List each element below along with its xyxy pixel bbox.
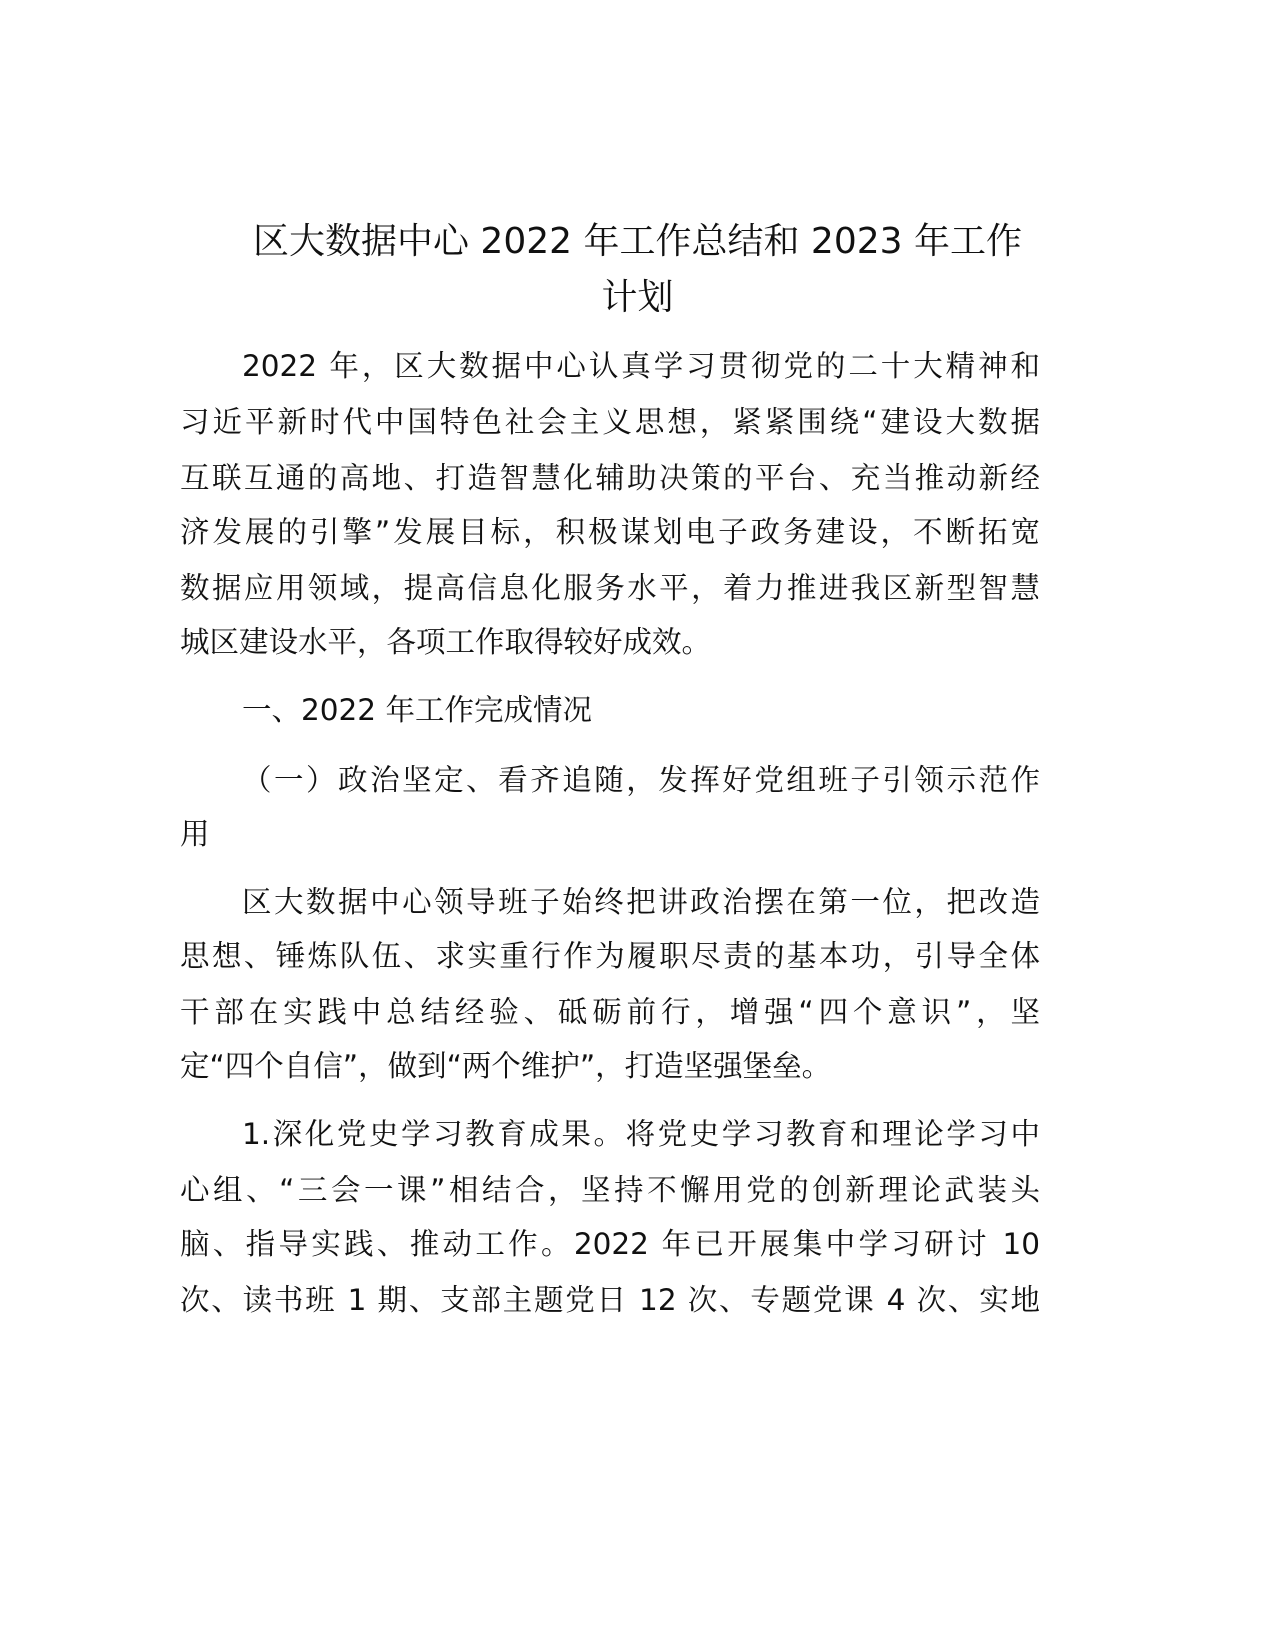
subsection-heading-line: （一）政治坚定、看齐追随，发挥好党组班子引领示范作	[242, 763, 1040, 797]
intro-paragraph-line: 城区建设水平，各项工作取得较好成效。	[180, 625, 712, 659]
subsection-heading-line: 用	[180, 817, 210, 851]
document-title-line-1: 区大数据中心 2022 年工作总结和 2023 年工作	[252, 221, 1022, 262]
item-paragraph-line: 1.深化党史学习教育成果。将党史学习教育和理论学习中	[242, 1117, 1040, 1151]
subsection-body-line: 定“四个自信”，做到“两个维护”，打造坚强堡垒。	[180, 1049, 832, 1083]
subsection-body-line: 区大数据中心领导班子始终把讲政治摆在第一位，把改造	[242, 885, 1040, 919]
intro-paragraph-line: 习近平新时代中国特色社会主义思想，紧紧围绕“建设大数据	[180, 405, 1040, 439]
item-paragraph-line: 心组、“三会一课”相结合，坚持不懈用党的创新理论武装头	[180, 1173, 1040, 1207]
item-paragraph-line: 脑、指导实践、推动工作。2022 年已开展集中学习研讨 10	[180, 1227, 1040, 1261]
intro-paragraph-line: 济发展的引擎”发展目标，积极谋划电子政务建设，不断拓宽	[180, 515, 1040, 549]
item-paragraph-line: 次、读书班 1 期、支部主题党日 12 次、专题党课 4 次、实地	[180, 1283, 1040, 1317]
subsection-body-line: 干部在实践中总结经验、砥砺前行，增强“四个意识”，坚	[180, 995, 1040, 1029]
intro-paragraph-line: 2022 年，区大数据中心认真学习贯彻党的二十大精神和	[242, 349, 1040, 383]
section-heading: 一、2022 年工作完成情况	[242, 693, 592, 727]
intro-paragraph-line: 数据应用领域，提高信息化服务水平，着力推进我区新型智慧	[180, 571, 1040, 605]
subsection-body-line: 思想、锤炼队伍、求实重行作为履职尽责的基本功，引导全体	[180, 939, 1040, 973]
document-title-line-2: 计划	[601, 277, 674, 318]
intro-paragraph-line: 互联互通的高地、打造智慧化辅助决策的平台、充当推动新经	[180, 461, 1040, 495]
